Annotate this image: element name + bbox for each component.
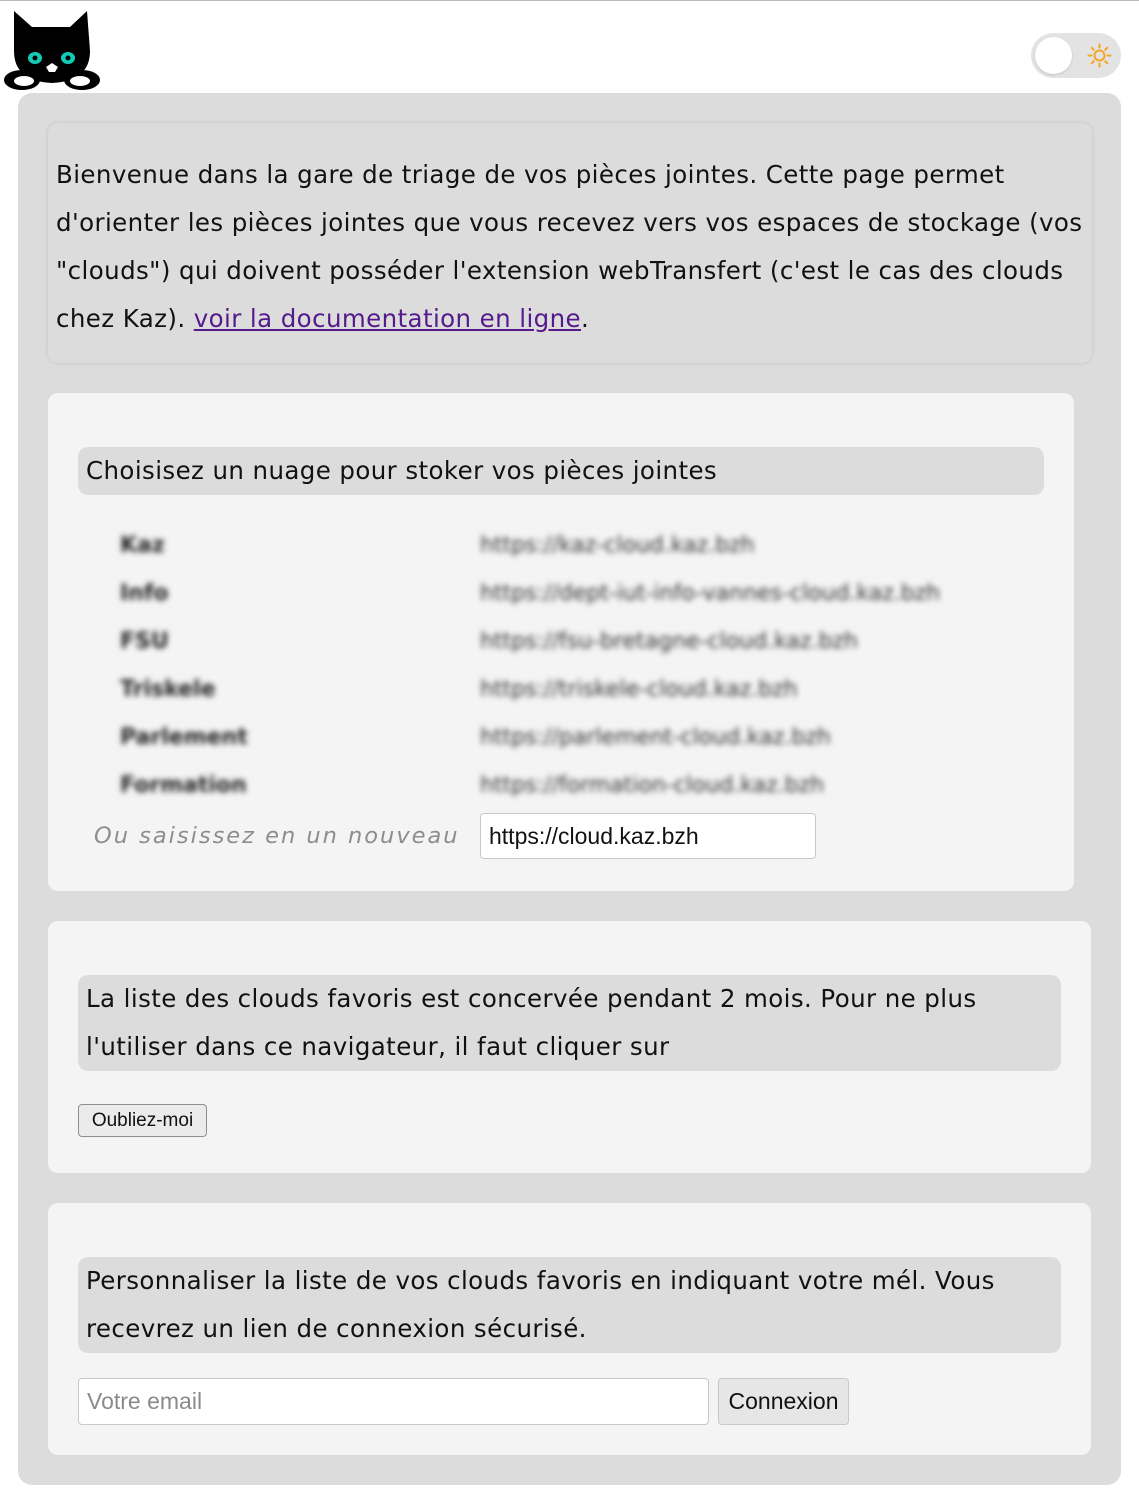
cloud-row[interactable]: [48, 525, 1074, 573]
cloud-name: Formation: [120, 773, 247, 798]
personalize-text: Personnaliser la liste de vos clouds favoris en indiquant votre mél. Vous recevrez un lien de connexion sécurisé.: [78, 1257, 1061, 1353]
connect-button[interactable]: Connexion: [718, 1378, 849, 1425]
cloud-name: Parlement: [120, 725, 248, 750]
cloud-choice-card: [48, 393, 1074, 891]
cloud-name: FSU: [120, 629, 169, 654]
cloud-name: Kaz: [120, 533, 165, 558]
cloud-url: https://formation-cloud.kaz.bzh: [480, 773, 825, 798]
sun-icon: [1087, 43, 1112, 68]
cloud-url: https://fsu-bretagne-cloud.kaz.bzh: [480, 629, 858, 654]
intro-card: [48, 123, 1092, 363]
cloud-name: Triskele: [120, 677, 216, 702]
forget-card: [48, 921, 1091, 1173]
toggle-knob: [1035, 37, 1072, 74]
email-input[interactable]: [78, 1378, 709, 1425]
cloud-row[interactable]: [48, 621, 1074, 669]
forget-text: La liste des clouds favoris est concervée pendant 2 mois. Pour ne plus l'utiliser dans ce navigateur, il faut cliquer sur: [78, 975, 1061, 1071]
intro-text: Bienvenue dans la gare de triage de vos pièces jointes. Cette page permet d'orienter les pièces jointes que vous recevez vers vos espaces de stockage (vos "clouds") qui doivent posséder l'extension webTransfert (c'est le cas des clouds chez Kaz).: [56, 160, 1083, 333]
cloud-row[interactable]: [48, 669, 1074, 717]
intro-end: .: [581, 304, 590, 333]
cloud-url: https://triskele-cloud.kaz.bzh: [480, 677, 798, 702]
cloud-list: [48, 525, 1074, 813]
documentation-link[interactable]: voir la documentation en ligne: [193, 304, 582, 333]
forget-me-button[interactable]: Oubliez-moi: [78, 1104, 207, 1137]
cloud-choice-heading: Choisisez un nuage pour stoker vos pièces jointes: [78, 447, 1044, 495]
theme-toggle[interactable]: [1031, 33, 1121, 78]
personalize-card: [48, 1203, 1091, 1455]
new-cloud-label: Ou saisissez en un nouveau: [94, 823, 460, 849]
new-cloud-input[interactable]: [480, 813, 816, 859]
cloud-url: https://kaz-cloud.kaz.bzh: [480, 533, 755, 558]
cloud-url: https://parlement-cloud.kaz.bzh: [480, 725, 831, 750]
cloud-row[interactable]: [48, 573, 1074, 621]
cloud-url: https://dept-iut-info-vannes-cloud.kaz.bzh: [480, 581, 941, 606]
cloud-row[interactable]: [48, 717, 1074, 765]
black-cat-logo: [2, 9, 102, 93]
main-panel: [18, 93, 1121, 1485]
cloud-name: Info: [120, 581, 169, 606]
cloud-row[interactable]: [48, 765, 1074, 813]
